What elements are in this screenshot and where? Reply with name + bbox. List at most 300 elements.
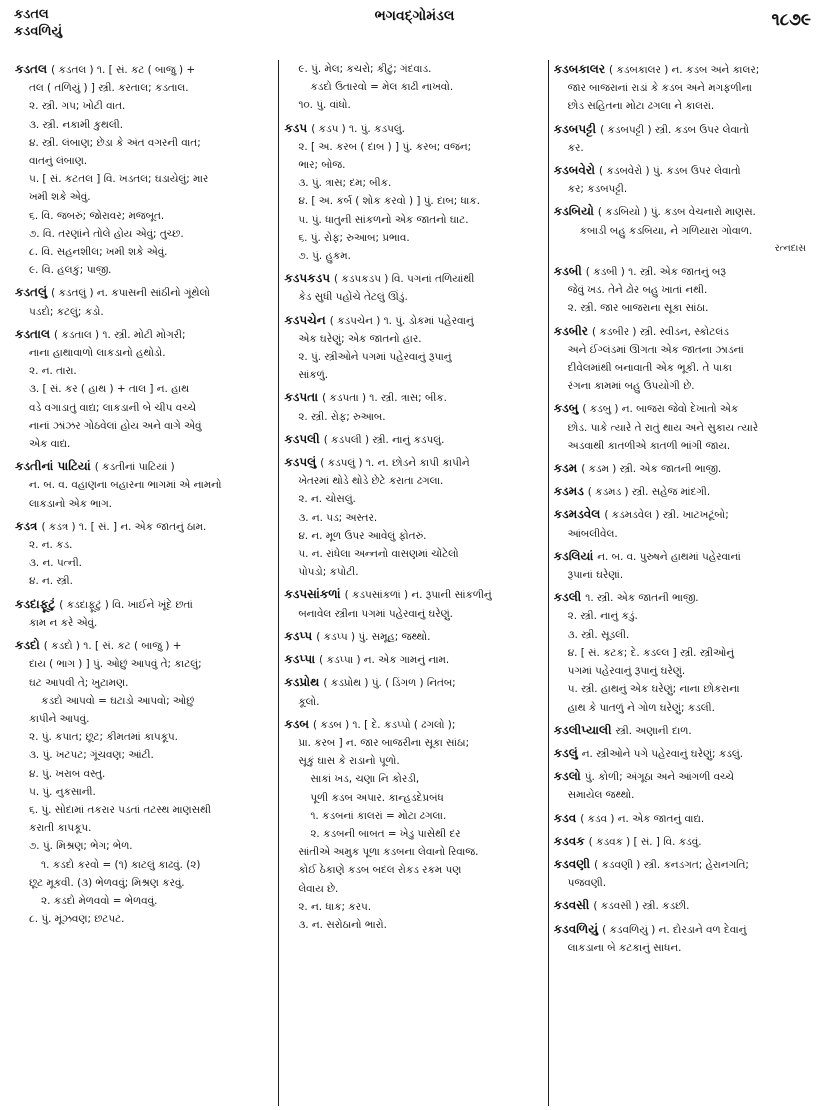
entry-line xyxy=(15,728,273,746)
headword: કડતાલ xyxy=(15,326,51,341)
definition-text: એક વાદ્ય. xyxy=(29,438,71,451)
entry-headline xyxy=(284,430,542,449)
definition-text: રૂપાનાં ઘરેણાં. xyxy=(567,569,624,582)
page-header xyxy=(12,4,817,64)
definition-text: ૨. પું. કપાત; છૂટ; કીમતમાં કાપકૂપ. xyxy=(29,731,178,744)
definition-text: ( કડપ્પા ) ન. એક ગામનું નામ. xyxy=(319,654,450,667)
entry-line xyxy=(554,626,812,644)
definition-text: જેવું ખડ. તેને ઢોર બહુ ખાતાં નથી. xyxy=(567,284,708,297)
headword: કડપ્પા xyxy=(284,652,316,667)
definition-text: ( કડપલી ) સ્ત્રી. નાનું કડપલું. xyxy=(323,433,445,446)
entry-line xyxy=(554,874,812,892)
definition-text: ૭. પું. હુકમ. xyxy=(298,250,351,263)
entry-line xyxy=(284,825,542,843)
definition-text: ૪. ન. મૂળ ઉપર આવેલું ફોતરું. xyxy=(298,529,427,542)
definition-text: ૨. કડબની બાબત = ખેડુ પાસેથી દર xyxy=(310,827,461,840)
definition-text: ૬. પું. સોદામાં તકરાર પડતાં તટસ્થ માણસથી xyxy=(29,803,211,816)
entry-headline xyxy=(554,767,812,786)
definition-text: ૪. [ સં. કટક; દે. કડલ્લ ] સ્ત્રી. સ્ત્રીઓનું xyxy=(567,646,734,659)
definition-text: ( કડવળિયું ) ન. દોરડાને વળ દેવાનું xyxy=(602,923,747,936)
headword: કડપલું xyxy=(284,455,317,470)
headword: કડપ્રોથ xyxy=(284,675,320,690)
definition-text: ૪. [ અ. કર્બ ( શોક કરવો ) ] પું. દાબ; ધાક. xyxy=(298,195,480,208)
entry-line xyxy=(15,856,273,874)
entry-line xyxy=(554,281,812,299)
definition-text: તલ ( તળિયું ) ] સ્ત્રી. કરતાલ; કડતાલ. xyxy=(29,82,189,95)
definition-text: ૨. કડદો મેળવવો = ભેળવવું. xyxy=(41,894,158,907)
entry-headline xyxy=(554,60,812,79)
column-1 xyxy=(10,60,278,1106)
entry-headline xyxy=(554,120,812,139)
entry-headline xyxy=(15,517,273,536)
headword: કડબકાલર xyxy=(553,62,606,76)
entry-headline xyxy=(554,482,812,501)
definition-text: ઘટ આપવી તે; ખુટામણ. xyxy=(29,676,129,689)
headword: કડવળિયું xyxy=(553,921,599,936)
entry-line xyxy=(284,96,542,114)
entry-line xyxy=(554,341,812,359)
entry-line xyxy=(284,861,542,879)
definition-text: ૬. પું. રોફ; રુઆબ; પ્રભાવ. xyxy=(298,231,410,244)
definition-text: કડદો ઉતારવો = મેલ કાઢી નાખવો. xyxy=(310,81,454,94)
definition-text: ( કડતલ ) ૧. [ સં. કટ ( બાજુ ) + xyxy=(51,64,196,76)
headword: કડબુ xyxy=(553,401,579,416)
definition-text: કર; કડબપટ્ટી. xyxy=(567,183,628,196)
definition-text: છોડ સહિતના મોટા ઢગલા ને કાલરાં. xyxy=(567,100,715,113)
entry-line xyxy=(15,261,273,279)
headword: કડબપટ્ટી xyxy=(553,121,597,136)
entry-line xyxy=(284,527,542,545)
entry-line xyxy=(15,692,273,710)
headword: કડદાફૂટું xyxy=(15,596,56,611)
entry-line xyxy=(15,97,273,115)
definition-text: સમાયેલ જથ્થો. xyxy=(567,789,635,802)
entry-line xyxy=(15,344,273,362)
definition-text: ન. સ્ત્રીઓને પગે પહેરવાનું ઘરેણું; કડલું. xyxy=(581,747,744,760)
entry-headline xyxy=(554,399,812,418)
entry-line xyxy=(284,192,542,210)
entry-headline xyxy=(284,269,542,288)
headword: કડબવેરો xyxy=(553,163,596,178)
definition-text: ( કડતીનાં પાટિયાં ) xyxy=(94,461,175,474)
definition-text: ખેતરમાં થોડે થોડે છેટે કરાતા ઢગલા. xyxy=(298,475,444,488)
definition-text: ભાર; બોજ. xyxy=(298,159,346,172)
definition-text: કામ ન કરે એવું. xyxy=(29,616,98,629)
definition-text: ( કડતલું ) ન. કપાસની સાંઠીનો ગૂંથેલો xyxy=(51,287,210,300)
entry-line xyxy=(284,770,542,788)
entry-line xyxy=(15,746,273,764)
entry-line xyxy=(554,607,812,625)
entry-line xyxy=(284,509,542,527)
entry-line xyxy=(284,898,542,916)
entry-headline xyxy=(554,744,812,763)
headword: કડવ xyxy=(553,810,577,825)
entry-line xyxy=(554,139,812,157)
entry-line xyxy=(554,437,812,455)
definition-text: ( કડમ ) સ્ત્રી. એક જાતની ભાજી. xyxy=(581,463,722,476)
entry-headline xyxy=(554,809,812,828)
definition-text: ૨. [ અ. કરબ ( દાબ ) ] પું. કરબ; વજન; xyxy=(298,140,472,153)
entry-line xyxy=(284,605,542,623)
definition-text: કોઈ ઠેકાણે કડબ બદલ રોકડ રકમ પણ xyxy=(298,864,462,877)
entry-headline xyxy=(284,627,542,646)
entry-headline xyxy=(15,595,273,614)
entry-line xyxy=(15,801,273,819)
headword: કડતીનાં પાટિયાં xyxy=(15,459,91,474)
entry-headline xyxy=(554,161,812,180)
entry-line xyxy=(15,116,273,134)
definition-text: હાથ કે પાતળું ને ગોળ ઘરેણું; કડલી. xyxy=(567,701,715,714)
definition-text: ( કડબુ ) ન. બાજરા જેવો દેખાતો એક xyxy=(582,403,739,416)
definition-text: અડવાથી કાતળીએ કાતળી ભાંગી જાય. xyxy=(567,439,731,452)
definition-text: જાર બાજરાનાં રાડાં કે કડબ અને મગફળીના xyxy=(567,82,752,95)
entry-line xyxy=(554,644,812,662)
entry-line xyxy=(554,566,812,584)
headword: કડલું xyxy=(553,745,578,760)
entry-line xyxy=(15,783,273,801)
definition-text: ૪. ન. સ્ત્રી. xyxy=(29,575,73,588)
entry-line xyxy=(284,843,542,861)
headword: કડલીપ્યાલી xyxy=(553,722,612,737)
definition-text: ખમી શકે એવું. xyxy=(29,191,91,204)
definition-text: વાતનું લંબાણ. xyxy=(29,155,88,168)
entry-line xyxy=(15,435,273,453)
definition-text: ૩. ન. સરોઠાનો ભારો. xyxy=(298,918,387,931)
definition-text: ( કડપ્પ ) પું. સમૂહ; જથ્થો. xyxy=(316,630,431,643)
entry-line xyxy=(554,359,812,377)
entry-line xyxy=(284,916,542,934)
headword: કડબ xyxy=(284,716,310,731)
headword: કડબીર xyxy=(553,323,588,338)
definition-text: ૨. સ્ત્રી. જાર બાજરાના સૂકા સાંઠા. xyxy=(567,302,709,315)
definition-text: ૧૦. પું. વાંધો. xyxy=(298,99,351,112)
entry-line xyxy=(15,819,273,837)
entry-line xyxy=(284,229,542,247)
entry-headline xyxy=(284,715,542,734)
entry-line xyxy=(554,97,812,115)
definition-text: ૨. ન. ચોસલું. xyxy=(298,493,356,506)
entry-line xyxy=(554,79,812,97)
definition-text: રત્નદાસ xyxy=(774,242,806,254)
entry-headline xyxy=(554,832,812,851)
headword: કડતલ xyxy=(15,62,48,76)
definition-text: ૭. વિ. તરણાંને તોલે હોય એવું; તુચ્છ. xyxy=(29,227,184,240)
definition-text: અને ઈંગ્લંડમાં ઊગતા એક જાતના ઝાડનાં xyxy=(567,343,744,356)
definition-text: લાકડાના બે કટકાનું સાધન. xyxy=(567,941,682,954)
entry-line xyxy=(284,60,542,78)
headword: કડત્ર xyxy=(15,518,38,533)
headword: કડપતા xyxy=(284,390,319,405)
entry-headline xyxy=(554,505,812,524)
definition-text: ૧. કડદો કરવો = (૧) કાટલું કાઢવું. (૨) xyxy=(41,858,201,871)
definition-text: બનાવેલ સ્ત્રીના પગમાં પહેરવાનું ઘરેણું. xyxy=(298,607,453,620)
definition-text: ન. બ. વ. પુરુષને હાથમાં પહેરવાનાં xyxy=(597,550,741,563)
entry-line xyxy=(284,330,542,348)
entry-headline xyxy=(554,547,812,566)
definition-text: ( કડદો ) ૧. [ સં. કટ ( બાજુ ) + xyxy=(43,640,182,653)
entry-line xyxy=(15,225,273,243)
definition-text: કડદો આપવો = ઘટાડો આપવો; ઓછું xyxy=(41,694,195,707)
entry-line xyxy=(284,348,542,366)
entry-line xyxy=(15,303,273,321)
headword: કડલી xyxy=(553,590,582,605)
entry-line xyxy=(15,710,273,728)
definition-text: ( કડપતા ) ૧. સ્ત્રી. ત્રાસ; બીક. xyxy=(322,392,447,405)
entry-headline xyxy=(284,388,542,407)
entry-headline xyxy=(554,262,812,281)
definition-text: ( કડબવેરો ) પું. કડબ ઉપર લેવાતો xyxy=(599,165,741,178)
entry-line xyxy=(554,786,812,804)
entry-headline xyxy=(15,325,273,344)
entry-headline xyxy=(15,636,273,655)
entry-headline xyxy=(15,60,273,79)
entry-headline xyxy=(554,721,812,740)
entry-headline xyxy=(554,322,812,341)
entry-line xyxy=(284,211,542,229)
definition-text: ૨. પું. સ્ત્રીઓને પગમાં પહેરવાનું રૂપાનું xyxy=(298,351,452,364)
entry-line xyxy=(284,247,542,265)
definition-text: ( કડપચેન ) ૧. પું. ડોકમાં પહેરવાનું xyxy=(329,314,474,327)
definition-text: ૨. સ્ત્રી. નાનું કડું. xyxy=(567,610,638,623)
definition-text: ૩. સ્ત્રી. નકામી કુથલી. xyxy=(29,118,124,131)
entry-line xyxy=(15,655,273,673)
entry-line xyxy=(15,362,273,380)
entry-line xyxy=(15,572,273,590)
definition-text: પ્રા. કરબ ] ન. જાર બાજરીના સૂકા સાંઠા; xyxy=(298,736,470,749)
definition-text: કેડ સુધી પહોંચે તેટલું ઊંડું. xyxy=(298,291,408,304)
definition-text: સાંકળું. xyxy=(298,369,329,382)
headword: કડવસી xyxy=(553,898,590,913)
entry-line xyxy=(15,910,273,928)
headword: કડમ xyxy=(553,461,578,476)
entry-line xyxy=(15,152,273,170)
entry-headline xyxy=(284,650,542,669)
definition-text: દાય ( ભાગ ) ] પું. ઓછું આપવું તે; કાટલું; xyxy=(29,658,202,671)
entry-headline xyxy=(284,453,542,472)
definition-text: ૩. ન. પડ; અસ્તર. xyxy=(298,511,378,524)
definition-text: ૩. [ સં. કર ( હાથ ) + તાલ ] ન. હાથ xyxy=(29,383,190,396)
definition-text: ૧. કડબનાં કાલરાં = મોટા ઢગલા. xyxy=(310,809,447,822)
headword: કડલો xyxy=(553,769,581,784)
definition-text: ( કડબ ) ૧. [ દે. કડપ્પો ( ઢગલો ); xyxy=(313,718,456,731)
definition-text: પજવણી. xyxy=(567,877,607,890)
entry-line xyxy=(15,134,273,152)
definition-text: સાકાં ખડ, ચણા નિ કોરડી, xyxy=(310,773,420,786)
definition-text: ( કડવક ) [ સં. ] વિ. કડવું. xyxy=(588,835,702,848)
entry-headline xyxy=(554,855,812,874)
definition-text: આંબલીવેલ. xyxy=(567,527,618,540)
entry-line xyxy=(15,476,273,494)
entry-line xyxy=(554,299,812,317)
entry-headline xyxy=(554,588,812,607)
entry-line xyxy=(284,880,542,898)
definition-text: ૪. સ્ત્રી. લંબાણ; છેડા કે અંત વગરની વાત; xyxy=(29,136,201,149)
entry-line xyxy=(554,240,812,258)
entry-line xyxy=(284,366,542,384)
guide-word-last: કડવળિયું xyxy=(14,24,63,39)
entry-line xyxy=(284,78,542,96)
definition-text: ( કડપલું ) ૧. ન. છોડને કાપી કાપીને xyxy=(320,457,470,470)
definition-text: ૯. વિ. હલકું; પાજી. xyxy=(29,264,112,277)
entry-line xyxy=(554,180,812,198)
guide-word-first: કડતલ xyxy=(14,7,49,22)
entry-line xyxy=(284,693,542,711)
definition-text: પું. કોળી; અંગૂઠા અને આંગળી વચ્ચે xyxy=(584,771,734,784)
definition-text: નાનાં ઝાંઝર ગોઠવેલાં હોય અને વાગે એવું xyxy=(29,419,202,432)
definition-text: પોપડો; કપોટી. xyxy=(298,566,359,579)
entry-line xyxy=(554,525,812,543)
definition-text: છોડ. પાકે ત્યારે તે રાતું થાય અને સુકાય ત્યારે xyxy=(567,421,759,434)
entry-line xyxy=(15,79,273,97)
definition-text: ૫. ન. રાંધેલા અન્નનો વાસણમાં ચોંટેલો xyxy=(298,548,459,561)
definition-text: ( કડબપટ્ટી ) સ્ત્રી. કડબ ઉપર લેવાતો xyxy=(600,123,749,136)
entry-line xyxy=(284,789,542,807)
definition-text: કાપીને આપવું. xyxy=(29,712,90,725)
entry-line xyxy=(554,680,812,698)
definition-text: રંગના કામમાં બહુ ઉપયોગી છે. xyxy=(567,380,695,393)
entry-line xyxy=(554,222,812,240)
entry-line xyxy=(284,408,542,426)
column-3 xyxy=(548,60,817,1106)
entry-line xyxy=(15,892,273,910)
entry-line xyxy=(284,156,542,174)
definition-text: ૮. વિ. સહનશીલ; ખમી શકે એવું. xyxy=(29,246,168,259)
definition-text: કર. xyxy=(567,141,584,154)
definition-text: પગમાં પહેરવાનું રૂપાનું ઘરેણું. xyxy=(567,665,686,678)
definition-text: ૫. પું. નુકસાની. xyxy=(29,785,96,798)
definition-text: ૯. પું. મેલ; કચરો; કીટું; ગંદવાડ. xyxy=(298,63,432,75)
entry-line xyxy=(284,734,542,752)
definition-text: ૪. પું. ખરાબ વસ્તુ. xyxy=(29,767,106,780)
entry-line xyxy=(15,417,273,435)
entry-line xyxy=(15,674,273,692)
definition-text: ( કડમડવેલ ) સ્ત્રી. ખાટખટૂંબો; xyxy=(604,509,729,522)
entry-line xyxy=(15,380,273,398)
entry-line xyxy=(15,207,273,225)
definition-text: ( કડપ ) ૧. પું. કડપલું. xyxy=(311,122,405,135)
definition-text: ( કડપ્રોથ ) પું. ( ડિંગળ ) નિતંબ; xyxy=(323,677,456,690)
headword: કડદો xyxy=(15,638,40,653)
definition-text: કરાતી કાપકૂપ. xyxy=(29,822,92,835)
definition-text: ૩. પું. ખટપટ; ગૂંચવણ; આંટી. xyxy=(29,749,154,762)
headword: કડબી xyxy=(553,264,582,279)
headword: કડપ xyxy=(284,120,308,135)
entry-line xyxy=(15,399,273,417)
definition-text: ૨. ન. ધાક; કરપ. xyxy=(298,900,372,913)
book-title: ભગવદ્ગોમંડલ xyxy=(374,8,455,24)
definition-text: કૂલો. xyxy=(298,695,320,708)
entry-line xyxy=(15,765,273,783)
definition-text: ન. બ. વ. વહાણના બહારના ભાગમાં એ નામનો xyxy=(29,479,222,492)
definition-text: ૭. પું. મિશ્રણ; ભેગ; ભેળ. xyxy=(29,840,133,853)
headword: કડબિયો xyxy=(553,204,594,219)
definition-text: ૧. સ્ત્રી. એક જાતની ભાજી. xyxy=(585,592,699,605)
headword: કડપસાંકળાં xyxy=(284,587,341,602)
entry-headline xyxy=(284,585,542,604)
entry-line xyxy=(284,563,542,581)
headword: કડમડવેલ xyxy=(553,507,601,522)
definition-text: ( કડબિયો ) પું. કડબ વેચનારો માણસ. xyxy=(597,206,756,219)
definition-text: ૫. [ સં. કટતલ ] વિ. ખડતલ; ઘડાયેલું; માર xyxy=(29,173,209,186)
definition-text: સાંતીએ અમુક પૂળા કડબના લેવાનો રિવાજ. xyxy=(298,846,479,859)
entry-line xyxy=(554,419,812,437)
definition-text: દીવેલમાંથી બનાવાતી એક ભૂકી. તે પાકા xyxy=(567,362,732,375)
definition-text: ( કડદાફૂટું ) વિ. ખાઈને ખૂંદે છતાં xyxy=(59,598,193,611)
definition-text: ૫. પું. ધાતુની સાંકળનો એક જાતનો ઘાટ. xyxy=(298,213,469,226)
headword: કડમડ xyxy=(553,484,584,499)
definition-text: ( કડત્ર ) ૧. [ સં. ] ન. એક જાતનું ઠામ. xyxy=(41,520,207,533)
definition-text: એક ઘરેણું; એક જાતનો હાર. xyxy=(298,332,422,345)
headword: કડપકડપ xyxy=(284,271,331,286)
definition-text: ૩. સ્ત્રી. સૂડલી. xyxy=(567,628,630,641)
entry-line xyxy=(284,174,542,192)
entry-line xyxy=(15,554,273,572)
headword: કડવક xyxy=(553,833,585,848)
definition-text: લાકડાનો એક ભાગ. xyxy=(29,497,112,510)
definition-text: ( કડબી ) ૧. સ્ત્રી. એક જાતનું બરૂ xyxy=(585,266,726,279)
definition-text: ( કડવસી ) સ્ત્રી. કડછી. xyxy=(593,900,690,913)
definition-text: ૫. સ્ત્રી. હાથનું એક ઘરેણું; નાના છોકરાના xyxy=(567,683,740,696)
definition-text: ૩. પું. ત્રાસ; દમ; બીક. xyxy=(298,177,392,190)
entry-headline xyxy=(554,896,812,915)
definition-text: ૩. ન. પત્ની. xyxy=(29,557,82,570)
definition-text: ( કડવણી ) સ્ત્રી. કનડગત; હેરાનગતિ; xyxy=(594,858,749,871)
definition-text: ( કડમડ ) સ્ત્રી. સહેજ માંદગી. xyxy=(587,486,711,499)
definition-text: છૂટ મૂકવી. (૩) ભેળવવું; મિશ્રણ કરવું. xyxy=(29,876,185,889)
entry-line xyxy=(15,243,273,261)
definition-text: ( કડવ ) ન. એક જાતનું વાદ્ય. xyxy=(580,812,705,825)
entry-line xyxy=(284,288,542,306)
entry-line xyxy=(554,377,812,395)
entry-line xyxy=(15,495,273,513)
definition-text: ૨. ન. કડ. xyxy=(29,539,73,552)
definition-text: ( કડપસાંકળાં ) ન. રૂપાની સાંકળીનું xyxy=(344,589,492,602)
entry-columns xyxy=(10,60,817,1106)
entry-headline xyxy=(284,311,542,330)
entry-line xyxy=(284,752,542,770)
definition-text: વડે વગાડાતું વાદ્ય; લાકડાની બે ચીપ વચ્ચે xyxy=(29,401,197,414)
entry-headline xyxy=(15,457,273,476)
definition-text: કબાડી બહુ કડબિયા, ને ગળિયારા ગોવાળ. xyxy=(579,224,753,237)
headword: કડપચેન xyxy=(284,312,326,327)
entry-line xyxy=(554,939,812,957)
entry-headline xyxy=(554,202,812,221)
entry-headline xyxy=(284,119,542,138)
entry-line xyxy=(554,662,812,680)
entry-line xyxy=(284,472,542,490)
definition-text: સૂકું ઘાસ કે રાડાનો પૂળો. xyxy=(298,755,400,768)
headword: કડતલું xyxy=(15,285,48,300)
entry-line xyxy=(15,536,273,554)
headword: કડવણી xyxy=(553,856,591,871)
entry-headline xyxy=(554,920,812,939)
definition-text: ૨. સ્ત્રી. રોફ; રુઆબ. xyxy=(298,410,386,423)
entry-line xyxy=(284,545,542,563)
definition-text: ૨. સ્ત્રી. ગપ; ખોટી વાત. xyxy=(29,100,126,113)
definition-text: સ્ત્રી. અણાની દાળ. xyxy=(615,724,692,737)
entry-line xyxy=(15,874,273,892)
definition-text: ( કડતાલ ) ૧. સ્ત્રી. મોટી મોગરી; xyxy=(54,328,186,341)
definition-text: ૮. પું. મૂંઝવણ; છટપટ. xyxy=(29,913,125,926)
entry-line xyxy=(284,490,542,508)
column-2 xyxy=(278,60,547,1106)
definition-text: પૂળી કડબ અપાર. કાન્હડદેપ્રબંધ xyxy=(310,791,444,804)
definition-text: પડદો; કટલું; કડો. xyxy=(29,305,104,318)
entry-headline xyxy=(554,459,812,478)
headword: કડપલી xyxy=(284,431,320,446)
entry-line xyxy=(15,188,273,206)
definition-text: ( કડબકાલર ) ન. કડબ અને કાલર; xyxy=(609,64,760,76)
